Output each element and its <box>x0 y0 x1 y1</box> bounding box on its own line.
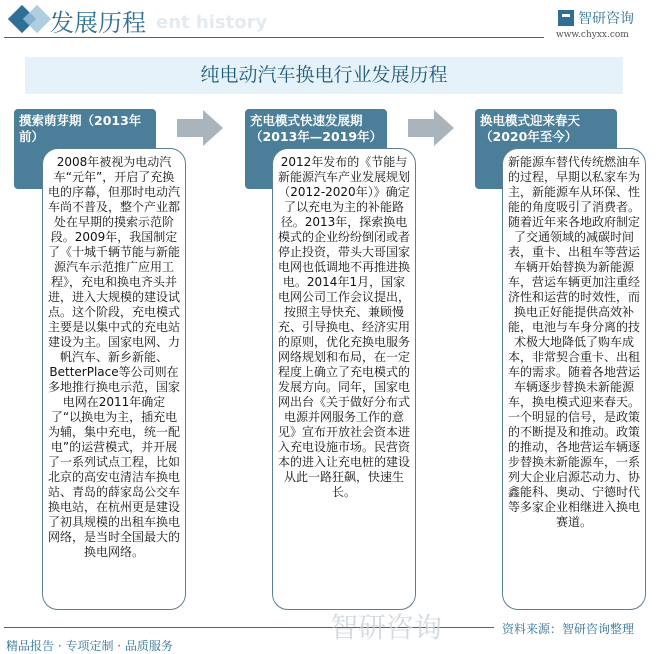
phase-card-1: 2008年被视为电动汽车“元年”，开启了充换电的序幕，但那时电动汽车尚不普及，整个产业都处在早期的摸索示范阶段。2009年，我国制定了《十城千辆节能与新能源汽车示范推广应用工程》，充电和换电齐头并进，进入大规模的建设试点。这个阶段，充电模式主要是以集中式的充电站建设为主。国家电网、力帆汽车、新乡新能、BetterPlace等公司则在多地推行换电示范，国家电网在2011年确定了“以换电为主，插充电为辅，集中充电，统一配电”的运营模式，并开展了一系列试点工程，比如北京的高安屯清洁车换电站、青岛的薛家岛公交车换电站，在杭州更是建设了初具规模的出租车换电网络，是当时全国最大的换电网络。 <box>42 148 186 610</box>
chart-title-banner: 纯电动汽车换电行业发展历程 <box>25 57 623 94</box>
arrow-right-icon <box>408 110 454 146</box>
phase-header-3: 换电模式迎来春天（2020年至今） <box>475 109 617 189</box>
watermark: 智研咨询 <box>330 611 443 644</box>
logo-name: 智研咨询 <box>578 11 634 27</box>
footer-slogan: 精品报告 · 专项定制 · 品质服务 <box>6 639 173 653</box>
arrow-right-icon <box>177 110 223 146</box>
phase-header-1: 摸索萌芽期（2013年前） <box>14 109 156 189</box>
header-divider <box>4 37 544 38</box>
logo-url: www.chyxx.com <box>556 30 629 40</box>
source-note: 资料来源：智研咨询整理 <box>502 622 635 636</box>
logo-icon <box>558 10 574 26</box>
page-title: 发展历程 <box>50 9 146 37</box>
phase-card-2: 2012年发布的《节能与新能源汽车产业发展规划（2012-2020年）》确定了以充电为主的补能路径。2013年，探索换电模式的企业纷纷倒闭或者停止投资，带头大哥国家电网也低调地不再推进换电。2014年1月，国家电网公司工作会议提出，按照主导快充、兼顾慢充、引导换电、经济实用的原则，优化充换电服务网络规划和布局，在一定程度上确立了充电模式的发展方向。同年，国家电网出台《关于做好分布式电源并网服务工作的意见》宣布开放社会资本进入充电设施市场。民营资本的进入让充电桩的建设从此一路狂飙，快速生长。 <box>272 148 416 610</box>
logo <box>558 8 634 28</box>
phase-header-2: 充电模式快速发展期（2013年—2019年） <box>245 109 387 189</box>
header-ghost-subtitle: ent history <box>156 12 268 33</box>
phase-card-3: 新能源车替代传统燃油车的过程，早期以私家车为主，新能源车从环保、性能的角度吸引了消费者。随着近年来各地政府制定了交通领域的减碳时间表，重卡、出租车等营运车辆开始替换为新能源车，营运车辆更加注重经济性和运营的时效性，而换电正好能提供高效补能，电池与车身分离的技术极大地降低了购车成本，非常契合重卡、出租车的需求。随着各地营运车辆逐步替换未新能源车，换电模式迎来春天。一个明显的信号，是政策的不断提及和推动。政策的推动，各地营运车辆逐步替换未新能源车，一系列大企业启源芯动力、协鑫能科、奥动、宁德时代等多家企业相继进入换电赛道。 <box>502 148 646 610</box>
